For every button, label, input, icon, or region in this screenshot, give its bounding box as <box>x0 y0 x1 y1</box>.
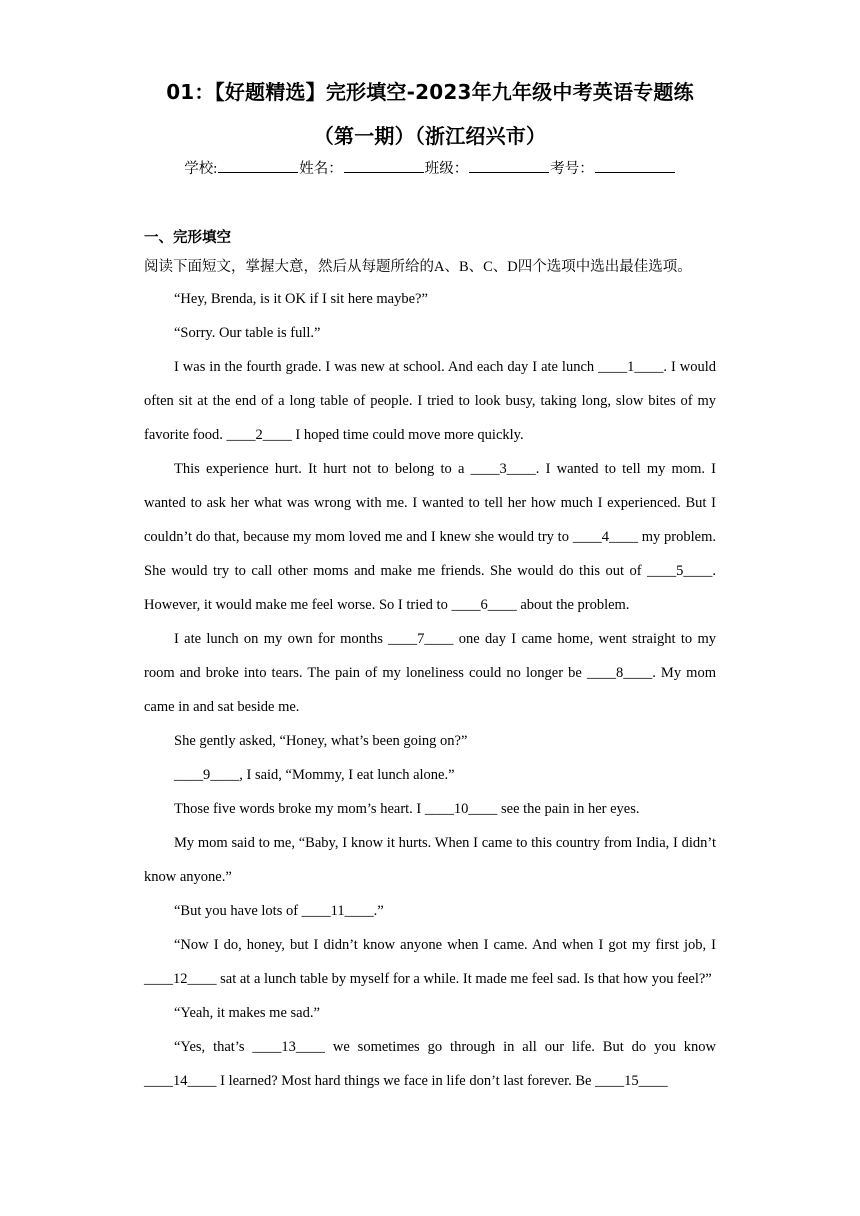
name-blank <box>344 158 424 173</box>
passage-paragraph: I ate lunch on my own for months ____7____ one day I came home, went straight to my room and broke into tears. The pain of my loneliness could no longer be ____8____. My mom came in and sat beside me. <box>144 631 716 715</box>
passage-paragraph: My mom said to me, “Baby, I know it hurts. When I came to this country from India, I didn’t know anyone.” <box>144 835 716 885</box>
passage-paragraph: I was in the fourth grade. I was new at school. And each day I ate lunch ____1____. I would often sit at the end of a long table of people. I tried to look busy, taking long, slow bites of my favorite food. ____2____ I hoped time could move more quickly. <box>144 359 716 443</box>
exam-no-label: 考号： <box>550 161 594 177</box>
class-blank <box>469 158 549 173</box>
passage-paragraph: This experience hurt. It hurt not to belong to a ____3____. I wanted to tell my mom. I wanted to ask her what was wrong with me. I wanted to tell her how much I experienced. But I couldn’t do that, because my mom loved me and I knew she would try to ____4____ my problem. She would try to call other moms and make me friends. She would do this out of ____5____. However, it would make me feel worse. So I tried to ____6____ about the problem. <box>144 461 716 613</box>
passage-paragraph: Those five words broke my mom’s heart. I ____10____ see the pain in her eyes. <box>174 801 640 817</box>
passage-paragraph: “Now I do, honey, but I didn’t know anyone when I came. And when I got my first job, I ____12____ sat at a lunch table by myself for a while. It made me feel sad. Is that how you feel?” <box>144 937 716 987</box>
school-blank <box>218 158 298 173</box>
passage-paragraph: “Yes, that’s ____13____ we sometimes go through in all our life. But do you know ____14____ I learned? Most hard things we face in life don’t last forever. Be ____15____ <box>144 1039 716 1089</box>
student-info-line <box>0 157 860 178</box>
class-label: 班级： <box>424 161 469 177</box>
passage-paragraph: “But you have lots of ____11____.” <box>174 903 384 919</box>
document-subtitle: （第一期）（浙江绍兴市） <box>313 124 547 148</box>
passage-paragraph: “Yeah, it makes me sad.” <box>174 1005 320 1021</box>
exam-no-blank <box>595 158 675 173</box>
school-label: 学校: <box>184 161 218 177</box>
passage-paragraph: “Hey, Brenda, is it OK if I sit here maybe?” <box>174 291 428 307</box>
name-label: 姓名： <box>299 161 343 177</box>
passage <box>144 282 716 1098</box>
section-instruction: 阅读下面短文，掌握大意，然后从每题所给的A、B、C、D四个选项中选出最佳选项。 <box>144 259 692 275</box>
section-heading: 一、完形填空 <box>144 230 231 246</box>
passage-paragraph: “Sorry. Our table is full.” <box>174 325 321 341</box>
passage-paragraph: She gently asked, “Honey, what’s been going on?” <box>174 733 468 749</box>
document-title: 01：【好题精选】完形填空-2023年九年级中考英语专题练 <box>166 80 694 104</box>
passage-paragraph: ____9____, I said, “Mommy, I eat lunch alone.” <box>174 767 455 783</box>
